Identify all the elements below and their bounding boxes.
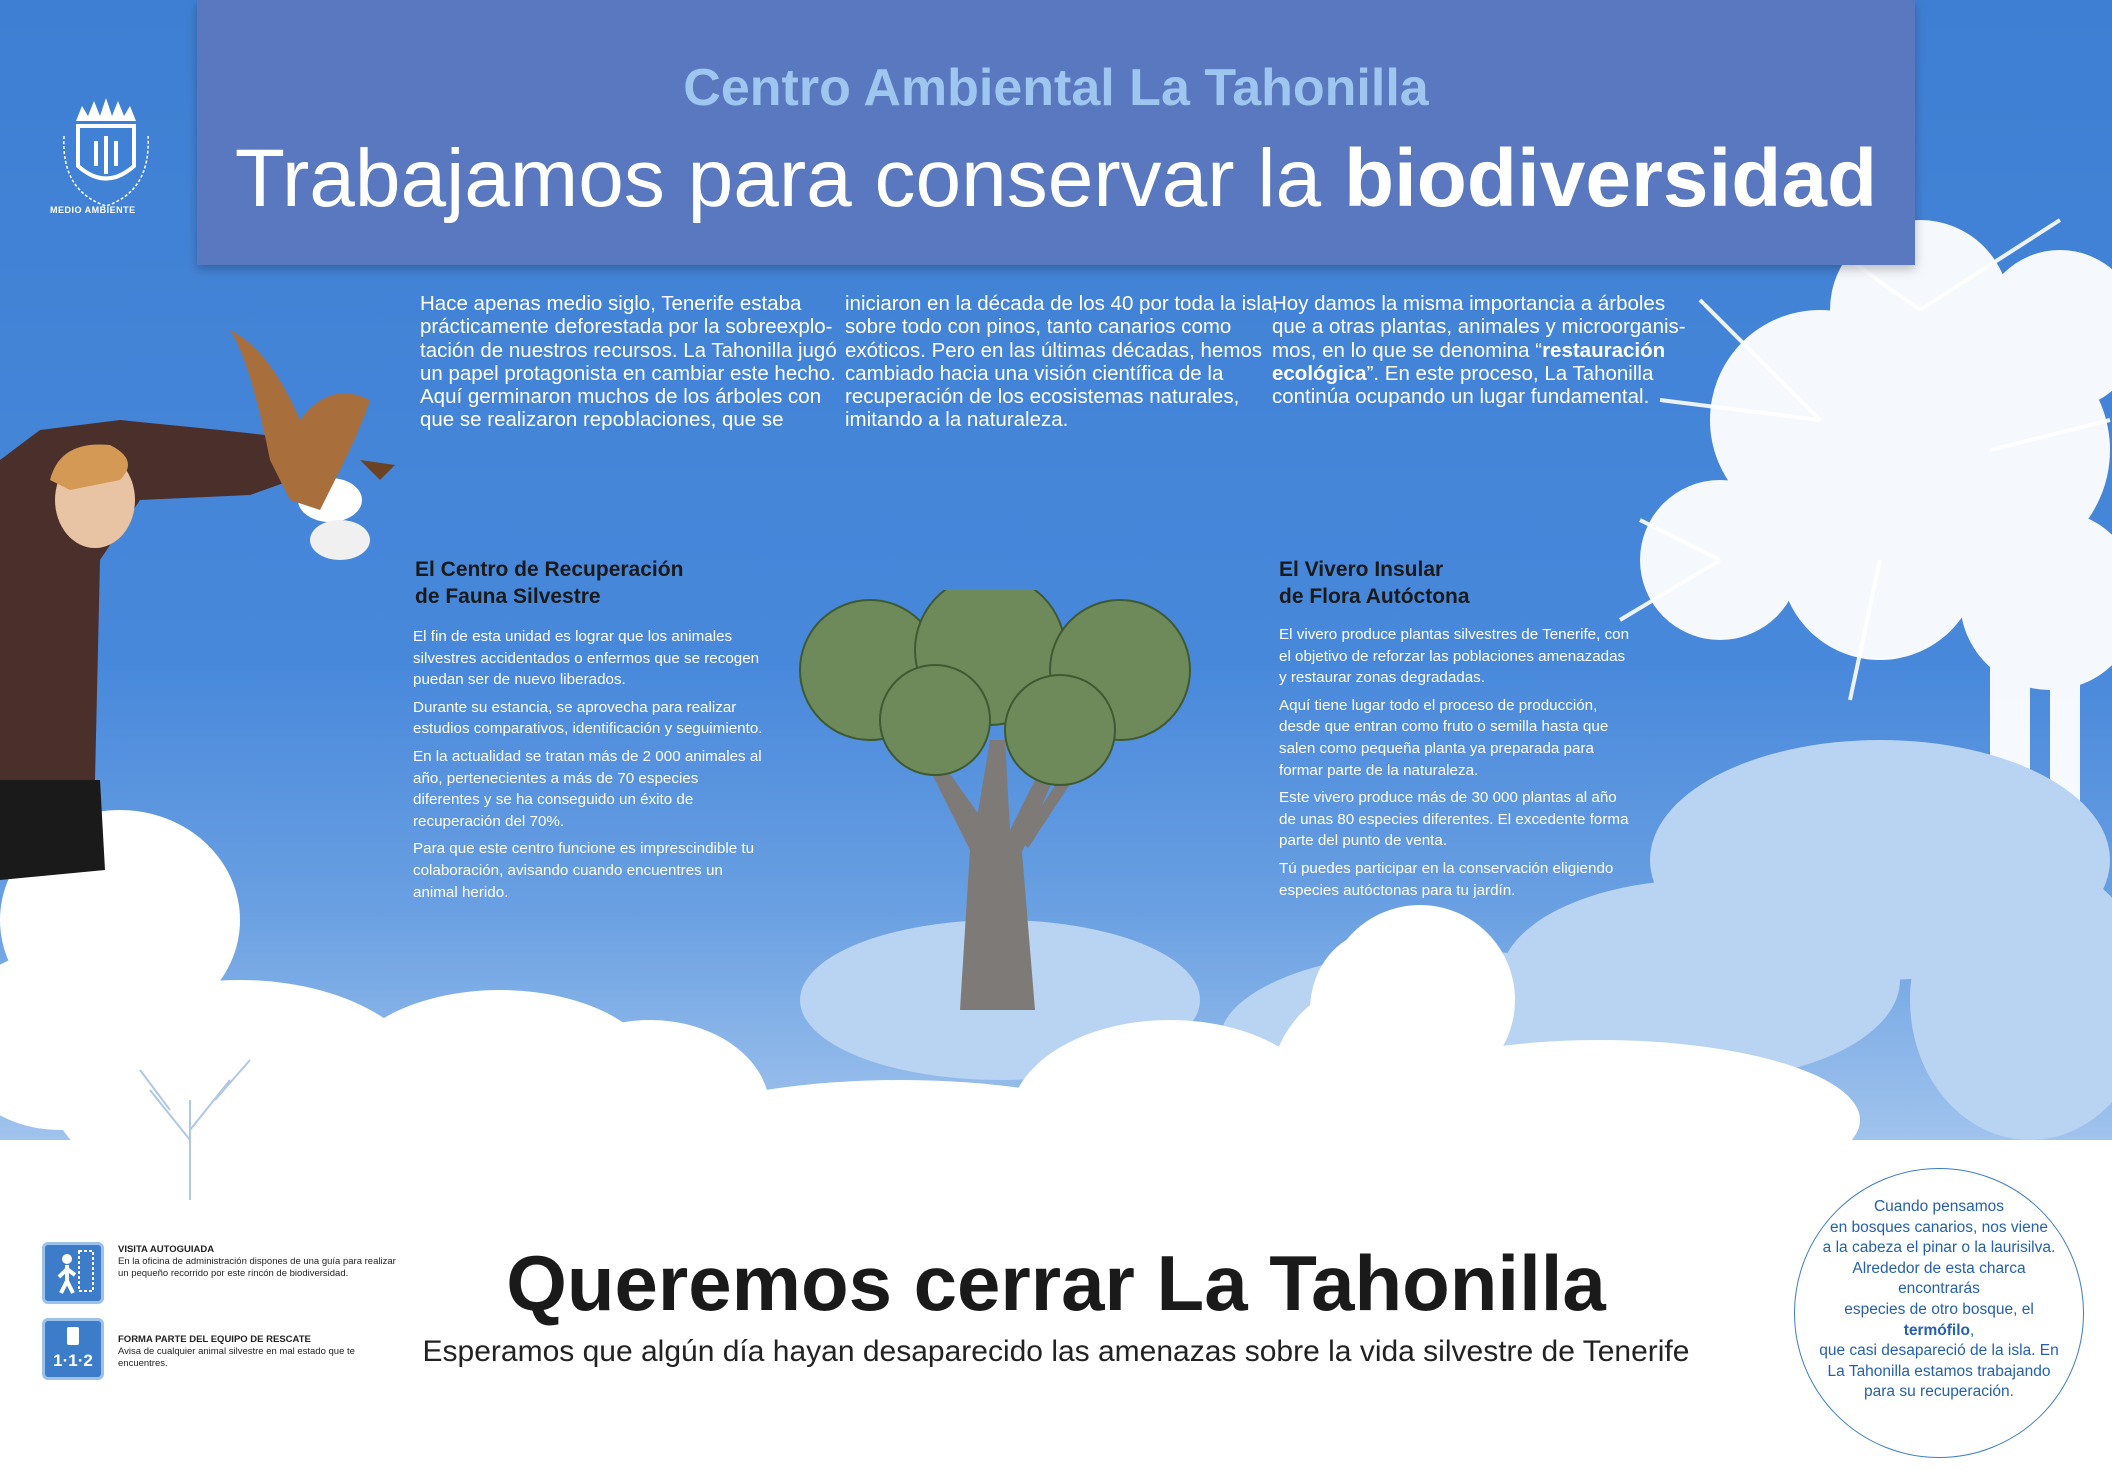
walking-person-icon bbox=[45, 1245, 101, 1301]
vivero-paragraph: El vivero produce plantas silvestres de Tenerife, con el objetivo de reforzar las poblaciones amenazadas y restaurar zonas degradadas. bbox=[1279, 626, 1630, 687]
bottom-title: Queremos cerrar La Tahonilla bbox=[506, 1239, 1606, 1327]
circle-text-a: Cuando pensamos en bosques canarios, nos viene a la cabeza el pinar o la laurisilva. Alrededor de esta charca encontrarás especies de otro bosque, el bbox=[1822, 1198, 2056, 1318]
vivero-paragraph: Tú puedes participar en la conservación eligiendo especies autóctonas para tu jardín. bbox=[1279, 859, 1614, 899]
self-guided-visit-icon bbox=[42, 1242, 104, 1304]
intro-col-3 bbox=[1272, 292, 1686, 408]
bottom-subtitle: Esperamos que algún día hayan desaparecido las amenazas sobre la vida silvestre de Tenerife bbox=[422, 1335, 1690, 1368]
headline-bold: biodiversidad bbox=[1343, 133, 1878, 224]
rescate-title: FORMA PARTE DEL EQUIPO DE RESCATE bbox=[118, 1334, 311, 1345]
intro-col-1: Hace apenas medio siglo, Tenerife estaba prácticamente deforestada por la sobreexplo- tación de nuestros recursos. La Tahonilla jugó un papel protagonista en cambiar este hecho. Aquí germinaron muchos de los árboles con que se realizaron repoblaciones, que se bbox=[420, 292, 837, 432]
logo-caption: MEDIO AMBIENTE bbox=[50, 205, 136, 215]
vivero-title: El Vivero Insular de Flora Autóctona bbox=[1279, 558, 1470, 608]
person-with-hawk-illustration bbox=[0, 320, 420, 880]
kicker-title: Centro Ambiental La Tahonilla bbox=[683, 59, 1429, 117]
headline bbox=[197, 132, 1915, 226]
fauna-title: El Centro de Recuperación de Fauna Silvestre bbox=[415, 558, 684, 608]
circle-text-bold: termófilo bbox=[1903, 1321, 1970, 1339]
circle-text-b: , que casi desapareció de la isla. En La Tahonilla estamos trabajando para su recuperación. bbox=[1819, 1321, 2059, 1401]
vivero-paragraph: Este vivero produce más de 30 000 plantas al año de unas 80 especies diferentes. El excedente forma parte del punto de venta. bbox=[1279, 789, 1629, 850]
fauna-body bbox=[413, 626, 768, 909]
visita-text: En la oficina de administración dispones de una guía para realizar un pequeño recorrido por este rincón de biodiversidad. bbox=[118, 1256, 396, 1279]
fauna-paragraph: Para que este centro funcione es imprescindible tu colaboración, avisando cuando encuentres un animal herido. bbox=[413, 840, 755, 901]
vivero-paragraph: Aquí tiene lugar todo el proceso de producción, desde que entran como fruto o semilla hasta que salen como pequeña planta ya preparada para formar parte de la naturaleza. bbox=[1279, 696, 1609, 779]
rescate-text: Avisa de cualquier animal silvestre en mal estado que te encuentres. bbox=[118, 1346, 355, 1369]
fauna-paragraph: Durante su estancia, se aprovecha para realizar estudios comparativos, identificación y seguimiento. bbox=[413, 698, 763, 738]
intro-col-3-b: ”. En este proceso, La Tahonilla continúa ocupando un lugar fundamental. bbox=[1272, 361, 1654, 409]
intro-col-3-bold: restauración ecológica bbox=[1272, 338, 1666, 385]
dragon-tree-illustration bbox=[790, 590, 1210, 1010]
cabildo-logo-icon bbox=[56, 96, 156, 216]
rescue-number: 1·1·2 bbox=[53, 1351, 93, 1370]
intro-col-3-a: Hoy damos la misma importancia a árboles que a otras plantas, animales y microorganis- mos, en lo que se denomina “ bbox=[1272, 292, 1686, 362]
fauna-paragraph: En la actualidad se tratan más de 2 000 animales al año, pertenecientes a más de 70 especies diferentes y se ha conseguido un éxito de recuperación del 70%. bbox=[413, 747, 762, 830]
intro-col-2: iniciaron en la década de los 40 por toda la isla, sobre todo con pinos, tanto canarios como exóticos. Pero en las últimas décadas, hemos cambiado hacia una visión científica de la recuperación de los ecosistemas naturales, imitando a la naturaleza. bbox=[845, 292, 1279, 432]
rescue-phone-icon bbox=[42, 1318, 104, 1380]
white-palm-silhouette bbox=[1290, 900, 1550, 1200]
header-band bbox=[197, 0, 1915, 265]
headline-plain: Trabajamos para conservar la bbox=[234, 133, 1344, 224]
vivero-body bbox=[1279, 624, 1634, 907]
visita-title: VISITA AUTOGUIADA bbox=[118, 1244, 215, 1255]
termofilo-circle bbox=[1794, 1168, 2084, 1458]
fauna-paragraph: El fin de esta unidad es lograr que los animales silvestres accidentados o enfermos que se recogen puedan ser de nuevo liberados. bbox=[413, 628, 760, 689]
